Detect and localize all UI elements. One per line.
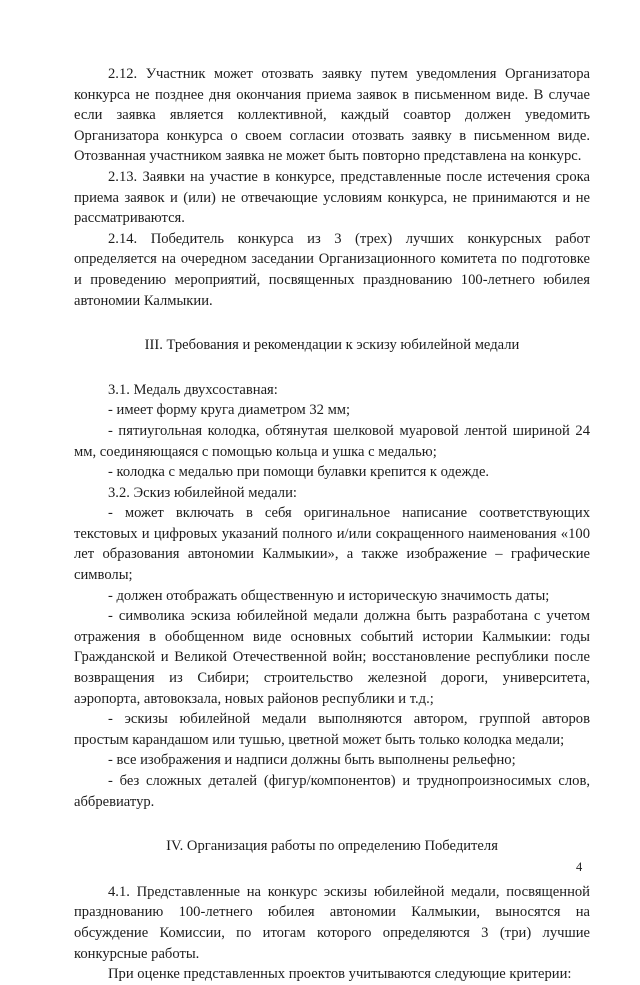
list-item-3-2-b: - должен отображать общественную и историческую значимость даты;: [108, 587, 550, 604]
paragraph-4-1: 4.1. Представленные на конкурс эскизы юбилейной медали, посвященной празднованию 100-летнего юбилея автономии Калмыкии, выносятся на обсуждение Комиссии, по итогам которого определяются 3 (три) лучшие конкурсные работы.: [74, 883, 590, 962]
list-item-3-1-c: - колодка с медалью при помощи булавки крепится к одежде.: [108, 464, 490, 481]
section-heading-4: IV. Организация работы по определению Победителя: [166, 838, 498, 855]
list-item-3-2-c: - символика эскиза юбилейной медали должна быть разработана с учетом отражения в обобщенном виде основных событий истории Калмыкии: годы Гражданской и Великой Отечественной войн; восстановление республики после возвращения из Сибири; строительство железной дороги, университета, аэропорта, автовокзала, новых районов республики и т.д.;: [74, 608, 590, 707]
list-item-3-2-a: - может включать в себя оригинальное написание соответствующих текстовых и цифровых указаний полного и/или сокращенного наименования «100 лет образования автономии Калмыкии», а также изображение – графические символы;: [74, 505, 590, 584]
list-item-3-1-a: - имеет форму круга диаметром 32 мм;: [108, 402, 351, 419]
paragraph-2-12: 2.12. Участник может отозвать заявку путем уведомления Организатора конкурса не позднее дня окончания приема заявок в письменном виде. В случае если заявка является коллективной, каждый соавтор должен уведомить Организатора конкурса о своем согласии отозвать заявку в письменном виде. Отозванная участником заявка не может быть повторно представлена на конкурс.: [74, 66, 590, 165]
paragraph-2-14: 2.14. Победитель конкурса из 3 (трех) лучших конкурсных работ определяется на очередном заседании Организационного комитета по подготовке и проведению мероприятий, посвященных празднованию 100-летнего юбилея автономии Калмыкии.: [74, 230, 590, 309]
list-item-3-2-e: - все изображения и надписи должны быть выполнены рельефно;: [108, 752, 516, 769]
paragraph-2-13: 2.13. Заявки на участие в конкурсе, представленные после истечения срока приема заявок и (или) не отвечающие условиям конкурса, не принимаются и не рассматриваются.: [74, 168, 590, 227]
page-body: [74, 64, 590, 985]
paragraph-3-1: 3.1. Медаль двухсоставная:: [108, 381, 278, 398]
paragraph-4-1-criteria: При оценке представленных проектов учитываются следующие критерии:: [108, 966, 572, 983]
list-item-3-2-f: - без сложных деталей (фигур/компонентов) и труднопроизносимых слов, аббревиатур.: [74, 773, 590, 810]
list-item-3-2-d: - эскизы юбилейной медали выполняются автором, группой авторов простым карандашом или тушью, цветной может быть только колодка медали;: [74, 711, 590, 748]
section-heading-3: III. Требования и рекомендации к эскизу юбилейной медали: [144, 337, 520, 354]
paragraph-3-2: 3.2. Эскиз юбилейной медали:: [108, 484, 297, 501]
page-number: 4: [576, 860, 583, 874]
list-item-3-1-b: - пятиугольная колодка, обтянутая шелковой муаровой лентой шириной 24 мм, соединяющаяся с помощью кольца и ушка с медалью;: [74, 422, 590, 460]
